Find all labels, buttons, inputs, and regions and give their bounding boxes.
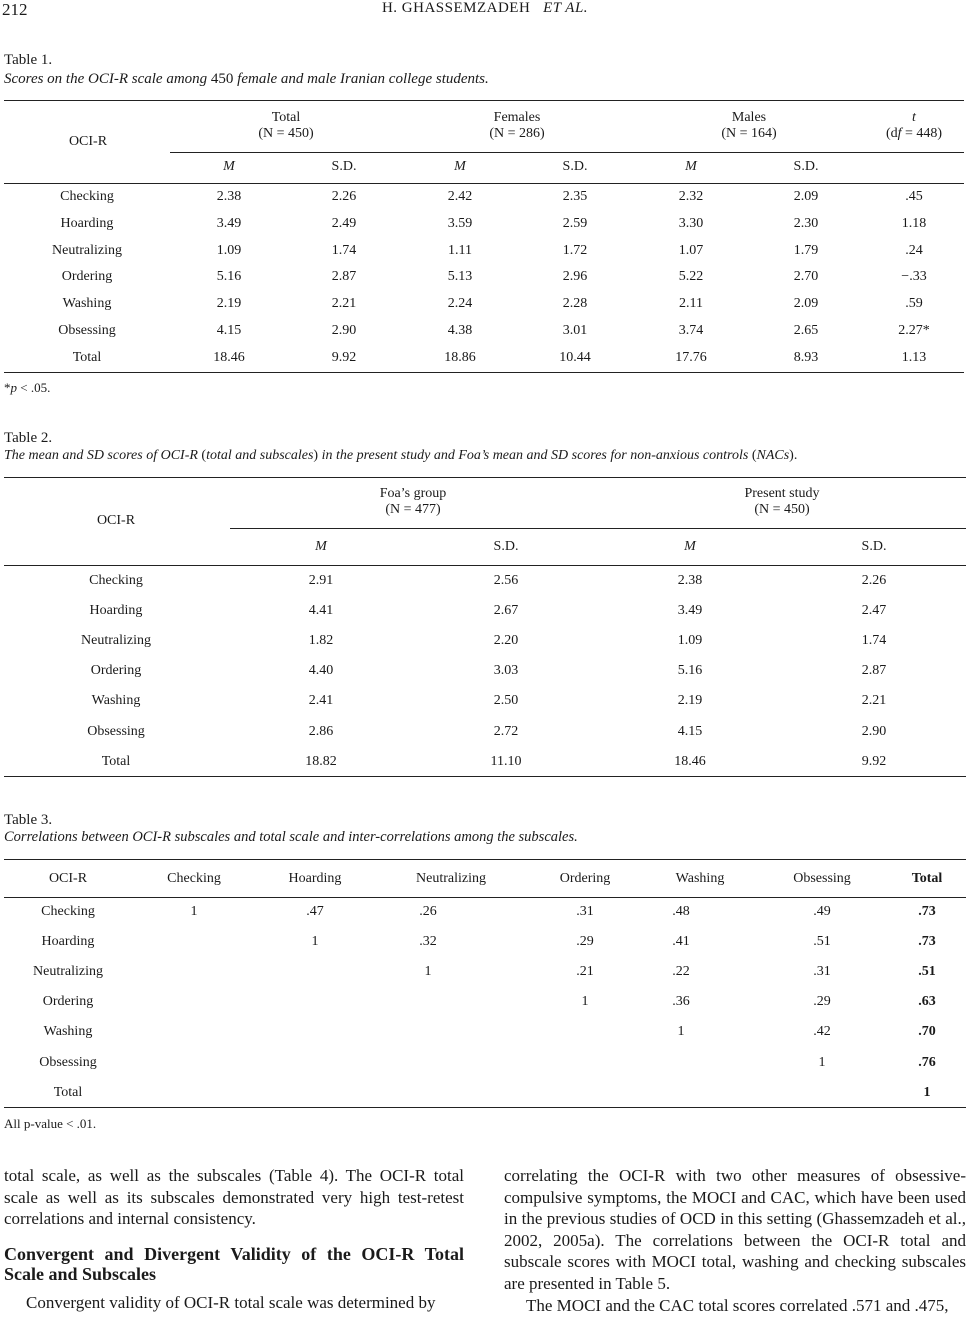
table3-header-rule xyxy=(4,897,966,898)
table2-cell: 4.40 xyxy=(308,663,334,678)
table2-cell: 5.16 xyxy=(677,663,703,678)
table1-sub-sd-females: S.D. xyxy=(562,159,588,174)
table2-sub-m-foa: M xyxy=(315,539,327,554)
table3-col-header: Neutralizing xyxy=(416,871,486,886)
table3-cell: 1 xyxy=(818,1055,826,1070)
body-left-para1: total scale, as well as the subscales (Table 4). The OCI-R total scale as well as its subscales demonstrated very high test-retest correlations and internal consistency. xyxy=(4,1166,464,1229)
running-head-name: H. GHASSEMZADEH xyxy=(381,0,531,16)
table3-row-label: Neutralizing xyxy=(33,964,103,979)
table1-cell: 2.32 xyxy=(678,189,704,204)
table1-bottom-rule xyxy=(4,372,964,373)
table1-cell: 2.21 xyxy=(331,296,357,311)
table2-top-rule xyxy=(4,477,966,478)
table3-col-header: OCI-R xyxy=(48,871,88,886)
table1-cell: 2.26 xyxy=(331,189,357,204)
table1-cell: 4.15 xyxy=(216,323,242,338)
page-number: 212 xyxy=(2,0,28,19)
table1-cell: 2.38 xyxy=(216,189,242,204)
table2-cell: 18.46 xyxy=(674,754,706,769)
table1-cell: 1.07 xyxy=(678,243,704,258)
running-head xyxy=(0,0,970,17)
table3-cell: .73 xyxy=(918,904,936,919)
table1-cell: 5.16 xyxy=(216,269,242,284)
table1-cell: .59 xyxy=(905,296,923,311)
table1-cell: 1.72 xyxy=(562,243,588,258)
table2-group-present-n: (N = 450) xyxy=(754,502,810,517)
table3-cell: 1 xyxy=(424,964,432,979)
table2-cell: 11.10 xyxy=(490,754,522,769)
table2-cell: 2.21 xyxy=(861,693,887,708)
table3-cell: .29 xyxy=(576,934,594,949)
table2-cell: 9.92 xyxy=(861,754,887,769)
table3-cell: .31 xyxy=(813,964,831,979)
table1-cell: 1.09 xyxy=(216,243,242,258)
table1-cell: 2.19 xyxy=(216,296,242,311)
table2-bottom-rule xyxy=(4,776,966,777)
table2-number: Table 2. xyxy=(4,430,53,446)
table2-sub-sd-present: S.D. xyxy=(861,539,887,554)
table1-row-label: Total xyxy=(72,350,102,365)
table3-col-header: Total xyxy=(911,871,943,886)
table3-note: All p-value < .01. xyxy=(4,1116,97,1131)
table1-cell: 18.46 xyxy=(213,350,245,365)
table2-cell: 3.03 xyxy=(493,663,519,678)
body-left-column xyxy=(4,1165,464,1313)
table1-cell: .45 xyxy=(905,189,923,204)
table2-group-present: Present study xyxy=(744,486,820,501)
table3-row-label: Checking xyxy=(41,904,95,919)
table2-cell: 2.56 xyxy=(493,573,519,588)
table1-cell: 2.90 xyxy=(331,323,357,338)
body-left-para2: Convergent validity of OCI-R total scale was determined by xyxy=(26,1292,436,1312)
table3-cell: .70 xyxy=(918,1024,936,1039)
table2-cell: 1.74 xyxy=(861,633,887,648)
table1-cell: 3.59 xyxy=(447,216,473,231)
table1-cell: 9.92 xyxy=(331,350,357,365)
table3-row-label: Hoarding xyxy=(41,934,95,949)
table1-note: *p < .05. xyxy=(4,380,51,395)
table3-cell: 1 xyxy=(677,1024,685,1039)
table2-cell: 2.38 xyxy=(677,573,703,588)
table2-cell: 2.47 xyxy=(861,603,887,618)
table3-bottom-rule xyxy=(4,1107,966,1108)
table2-cell: 2.87 xyxy=(861,663,887,678)
table2-row-label: Hoarding xyxy=(89,603,143,618)
table2-cell: 2.20 xyxy=(493,633,519,648)
table2-sub-sd-foa: S.D. xyxy=(493,539,519,554)
table1-sub-m-males: M xyxy=(685,159,697,174)
table1-cell: 8.93 xyxy=(793,350,819,365)
table1-group-males: Males xyxy=(731,110,767,125)
table2-row-label: Neutralizing xyxy=(81,633,151,648)
table1-sub-m-total: M xyxy=(223,159,235,174)
table3-cell: .32 xyxy=(419,934,437,949)
table3-col-header: Checking xyxy=(167,871,221,886)
table2-cell: 2.72 xyxy=(493,724,519,739)
table1-cell: 2.30 xyxy=(793,216,819,231)
table1-cell: 2.49 xyxy=(331,216,357,231)
table1-row-label: Washing xyxy=(62,296,112,311)
table1-cell: 1.18 xyxy=(901,216,927,231)
table1-top-rule xyxy=(4,100,964,101)
table1-cell: 2.11 xyxy=(679,296,703,311)
table3-cell: 1 xyxy=(190,904,198,919)
table2-cell: 2.91 xyxy=(308,573,334,588)
table1-group-total: Total xyxy=(271,110,301,125)
table1-group-total-n: (N = 450) xyxy=(258,126,314,141)
table1-mid-rule xyxy=(170,152,964,153)
table2-sub-m-present: M xyxy=(684,539,696,554)
table3-row-label: Obsessing xyxy=(39,1055,97,1070)
table1-cell: 2.27* xyxy=(898,323,930,338)
table1-row-label: Neutralizing xyxy=(52,243,122,258)
table3-cell: .29 xyxy=(813,994,831,1009)
table1-cell: 17.76 xyxy=(675,350,707,365)
table3-row-label: Ordering xyxy=(42,994,94,1009)
table1-cell: 1.13 xyxy=(901,350,927,365)
table3-title: Correlations between OCI-R subscales and total scale and inter-correlations among the subscales. xyxy=(4,829,578,845)
table2-row-label: Checking xyxy=(89,573,143,588)
table1-title: Scores on the OCI-R scale among 450 female and male Iranian college students. xyxy=(4,71,489,87)
table2-cell: 18.82 xyxy=(305,754,337,769)
table3-cell: 1 xyxy=(923,1085,931,1100)
table2-cell: 4.15 xyxy=(677,724,703,739)
table1-row-label: Hoarding xyxy=(60,216,114,231)
table2-row-label: Obsessing xyxy=(87,724,145,739)
table3-col-header: Ordering xyxy=(559,871,611,886)
table3-cell: .63 xyxy=(918,994,936,1009)
table3-cell: .42 xyxy=(813,1024,831,1039)
table1-cell: 2.35 xyxy=(562,189,588,204)
table2-mid-rule xyxy=(230,528,966,529)
body-right-column xyxy=(504,1165,966,1316)
table3-cell: 1 xyxy=(311,934,319,949)
table2-group-foa: Foa’s group xyxy=(379,486,447,501)
table3-cell: .49 xyxy=(813,904,831,919)
table1-cell: 3.49 xyxy=(216,216,242,231)
table1-row-header: OCI-R xyxy=(68,134,108,149)
table1-row-label: Obsessing xyxy=(58,323,116,338)
table1-cell: 1.74 xyxy=(331,243,357,258)
table2-cell: 3.49 xyxy=(677,603,703,618)
table3-cell: .36 xyxy=(672,994,690,1009)
table3-cell: .47 xyxy=(306,904,324,919)
table1-cell: 2.96 xyxy=(562,269,588,284)
table1-group-males-n: (N = 164) xyxy=(721,126,777,141)
section-heading: Convergent and Divergent Validity of the OCI-R Total Scale and Subscales xyxy=(4,1243,464,1284)
table1-cell: 2.28 xyxy=(562,296,588,311)
table2-cell: 2.19 xyxy=(677,693,703,708)
table1-cell: 4.38 xyxy=(447,323,473,338)
table3-cell: .73 xyxy=(918,934,936,949)
table2-row-label: Total xyxy=(101,754,131,769)
table1-cell: 2.09 xyxy=(793,189,819,204)
table3-col-header: Hoarding xyxy=(288,871,342,886)
table3-cell: .31 xyxy=(576,904,594,919)
table2-cell: 4.41 xyxy=(308,603,334,618)
table1-sub-m-females: M xyxy=(454,159,466,174)
table1-cell: 2.87 xyxy=(331,269,357,284)
table1-cell: 2.59 xyxy=(562,216,588,231)
table2-row-label: Ordering xyxy=(90,663,142,678)
table3-row-label: Washing xyxy=(43,1024,93,1039)
body-right-para1: correlating the OCI-R with two other measures of obsessive-compulsive symptoms, the MOCI and CAC, which have been used in the previous studies of OCD in this setting (Ghassemzadeh et al., 2002, 2005a). The correlations between the OCI-R total and subscale scores with MOCI total, washing and checking subscales are presented in Table 5. xyxy=(504,1166,966,1293)
table1-cell: .24 xyxy=(905,243,923,258)
table2-cell: 2.50 xyxy=(493,693,519,708)
table3-cell: .22 xyxy=(672,964,690,979)
table1-t-label: t xyxy=(912,110,916,125)
table1-cell: 2.70 xyxy=(793,269,819,284)
table3-cell: .51 xyxy=(918,964,936,979)
table2-header-rule xyxy=(4,565,966,566)
table2-title: The mean and SD scores of OCI-R (total and subscales) in the present study and Foa’s mean and SD scores for non-anxious controls (NACs). xyxy=(4,448,798,463)
table1-cell: 18.86 xyxy=(444,350,476,365)
table3-col-header: Washing xyxy=(675,871,725,886)
table1-sub-sd-total: S.D. xyxy=(331,159,357,174)
table1-cell: 10.44 xyxy=(559,350,591,365)
table1-cell: 2.24 xyxy=(447,296,473,311)
table3-cell: .41 xyxy=(672,934,690,949)
table2-cell: 2.67 xyxy=(493,603,519,618)
table2-cell: 2.26 xyxy=(861,573,887,588)
table1-t-df: (df = 448) xyxy=(885,126,943,141)
table1-row-label: Ordering xyxy=(61,269,113,284)
table1-cell: 2.65 xyxy=(793,323,819,338)
table3-number: Table 3. xyxy=(4,812,53,828)
table3-cell: .76 xyxy=(918,1055,936,1070)
table2-cell: 2.86 xyxy=(308,724,334,739)
table1-cell: 3.74 xyxy=(678,323,704,338)
table2-cell: 1.09 xyxy=(677,633,703,648)
table1-cell: 1.11 xyxy=(448,243,472,258)
table1-group-females: Females xyxy=(493,110,541,125)
table3-cell: .51 xyxy=(813,934,831,949)
table1-number: Table 1. xyxy=(4,52,53,68)
table3-cell: .26 xyxy=(419,904,437,919)
table3-cell: 1 xyxy=(581,994,589,1009)
table1-cell: 2.09 xyxy=(793,296,819,311)
table1-cell: 5.22 xyxy=(678,269,704,284)
table1-cell: 5.13 xyxy=(447,269,473,284)
table3-cell: .48 xyxy=(672,904,690,919)
table2-group-foa-n: (N = 477) xyxy=(385,502,441,517)
body-right-para2: The MOCI and the CAC total scores correlated .571 and .475, xyxy=(526,1295,949,1315)
table2-cell: 2.41 xyxy=(308,693,334,708)
table2-row-label: Washing xyxy=(91,693,141,708)
table1-sub-sd-males: S.D. xyxy=(793,159,819,174)
table1-header-rule xyxy=(4,183,964,184)
table2-cell: 1.82 xyxy=(308,633,334,648)
table1-cell: 1.79 xyxy=(793,243,819,258)
table1-cell: −.33 xyxy=(901,269,927,284)
table3-cell: .21 xyxy=(576,964,594,979)
table3-top-rule xyxy=(4,859,966,860)
table1-row-label: Checking xyxy=(60,189,114,204)
table2-cell: 2.90 xyxy=(861,724,887,739)
table2-row-header: OCI-R xyxy=(96,513,136,528)
table1-cell: 3.01 xyxy=(562,323,588,338)
table1-group-females-n: (N = 286) xyxy=(489,126,545,141)
table1-cell: 3.30 xyxy=(678,216,704,231)
table3-row-label: Total xyxy=(53,1085,83,1100)
running-head-etal: ET AL. xyxy=(543,0,589,16)
table3-col-header: Obsessing xyxy=(793,871,851,886)
table1-cell: 2.42 xyxy=(447,189,473,204)
